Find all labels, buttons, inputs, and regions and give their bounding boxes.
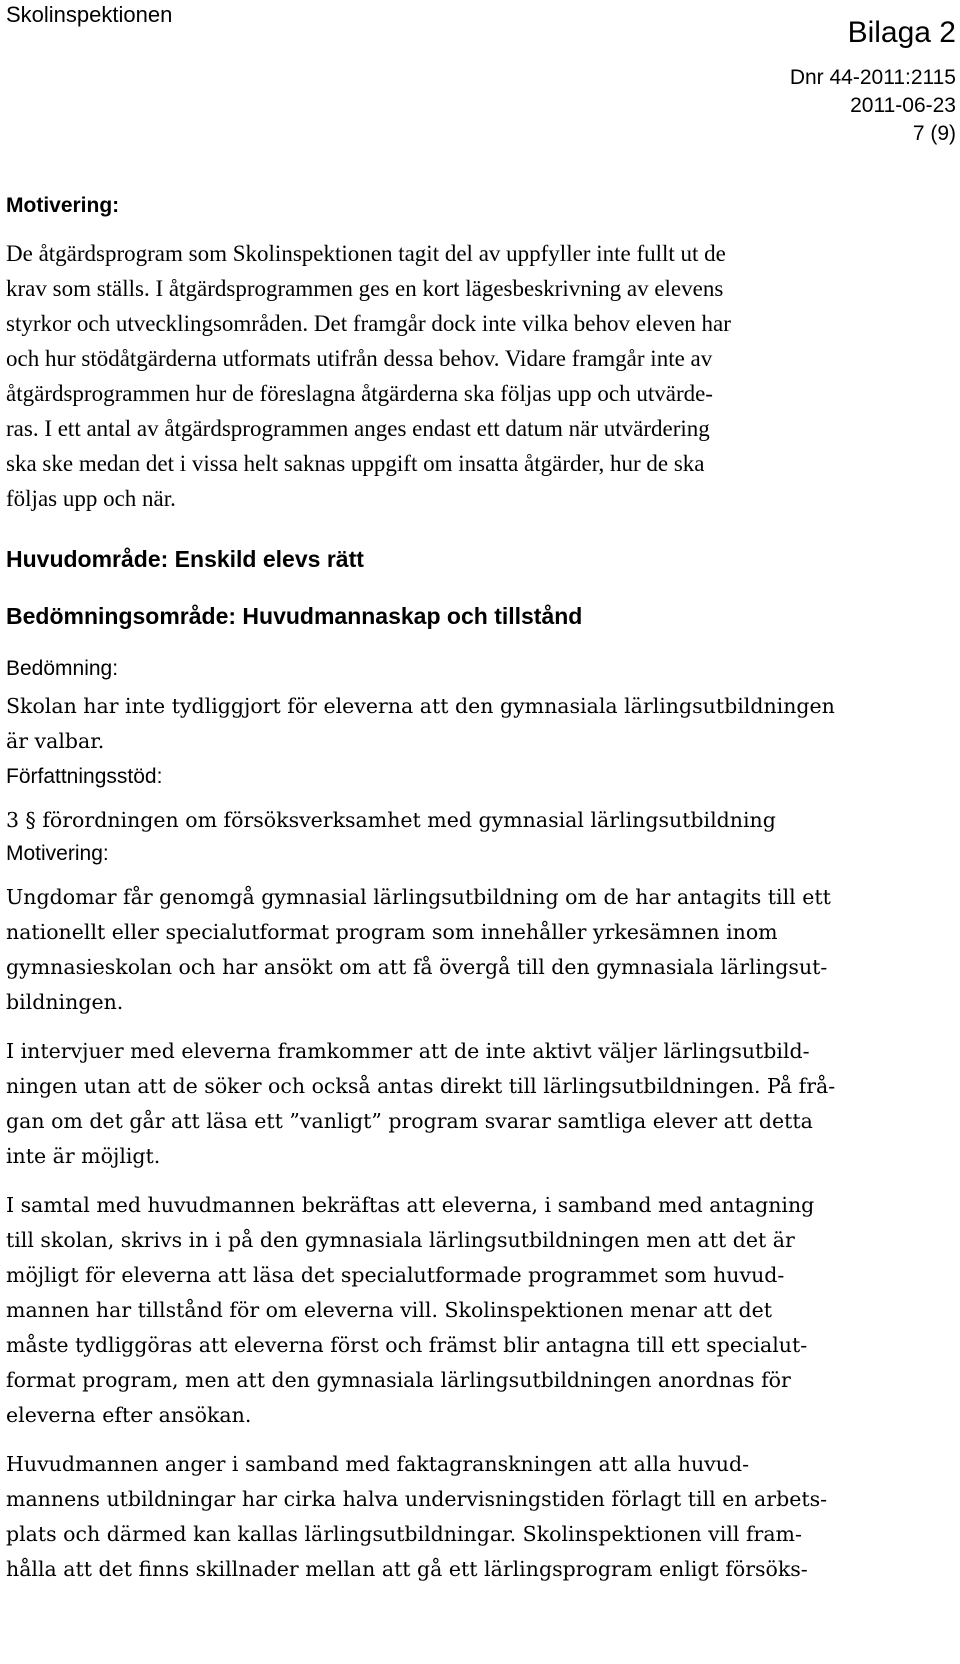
text-line: bildningen. bbox=[6, 990, 124, 1014]
text-line: plats och därmed kan kallas lärlingsutbildningar. Skolinspektionen vill fram- bbox=[6, 1522, 802, 1546]
document-header-meta bbox=[790, 14, 956, 148]
text-line: De åtgärdsprogram som Skolinspektionen tagit del av uppfyller inte fullt ut de bbox=[6, 241, 726, 266]
assessment-paragraph bbox=[6, 689, 946, 759]
text-line: 3 § förordningen om försöksverksamhet med gymnasial lärlingsutbildning bbox=[6, 808, 776, 832]
text-line: inte är möjligt. bbox=[6, 1144, 161, 1168]
motivering-paragraph bbox=[6, 880, 946, 1020]
text-line: följas upp och när. bbox=[6, 486, 176, 511]
organization-name: Skolinspektionen bbox=[6, 2, 173, 27]
motivering-paragraph bbox=[6, 1447, 946, 1587]
text-line: och hur stödåtgärderna utformats utifrån dessa behov. Vidare framgår inte av bbox=[6, 346, 713, 371]
motivering-paragraph bbox=[6, 1188, 946, 1433]
text-line: mannens utbildningar har cirka halva undervisningstiden förlagt till en arbets- bbox=[6, 1487, 828, 1511]
text-line: krav som ställs. I åtgärdsprogrammen ges en kort lägesbeskrivning av elevens bbox=[6, 276, 724, 301]
reference-number: Dnr 44-2011:2115 bbox=[789, 66, 956, 89]
text-line: ras. I ett antal av åtgärdsprogrammen anges endast ett datum när utvärdering bbox=[6, 416, 710, 441]
text-line: Skolan har inte tydliggjort för eleverna att den gymnasiala lärlingsutbildningen bbox=[6, 694, 835, 718]
appendix-label: Bilaga 2 bbox=[847, 16, 956, 49]
motivering-paragraph bbox=[6, 236, 946, 516]
text-line: gymnasieskolan och har ansökt om att få övergå till den gymnasiala lärlingsut- bbox=[6, 955, 828, 979]
text-line: ska ske medan det i vissa helt saknas uppgift om insatta åtgärder, hur de ska bbox=[6, 451, 705, 476]
text-line: hålla att det finns skillnader mellan att gå ett lärlingsprogram enligt försöks- bbox=[6, 1557, 808, 1581]
text-line: till skolan, skrivs in i på den gymnasiala lärlingsutbildningen men att det är bbox=[6, 1228, 795, 1252]
document-body bbox=[6, 192, 946, 1587]
main-area-heading: Huvudområde: Enskild elevs rätt bbox=[6, 546, 364, 572]
document-date: 2011-06-23 bbox=[850, 94, 956, 117]
assessment-label: Bedömning: bbox=[6, 657, 119, 680]
motivering-label: Motivering: bbox=[6, 194, 120, 217]
text-line: gan om det går att läsa ett ”vanligt” program svarar samtliga elever att detta bbox=[6, 1109, 813, 1133]
text-line: måste tydliggöras att eleverna först och främst blir antagna till ett specialut- bbox=[6, 1333, 808, 1357]
text-line: möjligt för eleverna att läsa det specialutformade programmet som huvud- bbox=[6, 1263, 785, 1287]
motivering-label-2: Motivering: bbox=[6, 842, 109, 865]
text-line: I samtal med huvudmannen bekräftas att eleverna, i samband med antagning bbox=[6, 1193, 815, 1217]
text-line: Ungdomar får genomgå gymnasial lärlingsutbildning om de har antagits till ett bbox=[6, 885, 831, 909]
motivering-paragraph bbox=[6, 1034, 946, 1174]
text-line: Huvudmannen anger i samband med faktagranskningen att alla huvud- bbox=[6, 1452, 749, 1476]
text-line: styrkor och utvecklingsområden. Det framgår dock inte vilka behov eleven har bbox=[6, 311, 731, 336]
legal-support-label: Författningsstöd: bbox=[6, 765, 163, 788]
text-line: nationellt eller specialutformat program som innehåller yrkesämnen inom bbox=[6, 920, 778, 944]
text-line: I intervjuer med eleverna framkommer att de inte aktivt väljer lärlingsutbild- bbox=[6, 1039, 810, 1063]
text-line: ningen utan att de söker och också antas direkt till lärlingsutbildningen. På frå- bbox=[6, 1074, 836, 1098]
legal-support-text bbox=[6, 803, 946, 838]
text-line: mannen har tillstånd för om eleverna vill. Skolinspektionen menar att det bbox=[6, 1298, 773, 1322]
text-line: format program, men att den gymnasiala lärlingsutbildningen anordnas för bbox=[6, 1368, 791, 1392]
assessment-area-heading: Bedömningsområde: Huvudmannaskap och tillstånd bbox=[6, 603, 583, 629]
text-line: eleverna efter ansökan. bbox=[6, 1403, 252, 1427]
text-line: åtgärdsprogrammen hur de föreslagna åtgärderna ska följas upp och utvärde- bbox=[6, 381, 713, 406]
text-line: är valbar. bbox=[6, 729, 105, 753]
page-number: 7 (9) bbox=[912, 122, 956, 145]
